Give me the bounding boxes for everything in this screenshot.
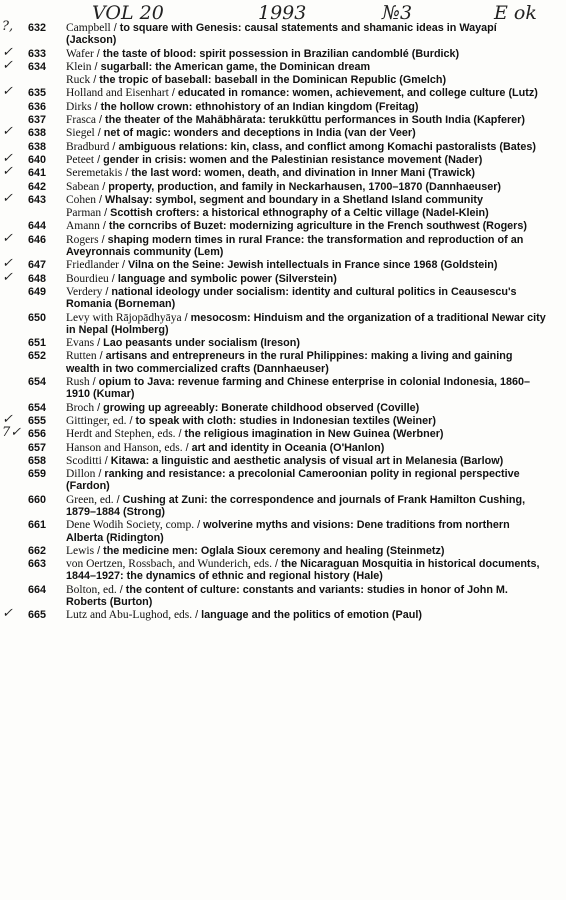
entry-title: ranking and resistance: a precolonial Cameroonian polity in regional perspective (Fardon) <box>66 468 520 493</box>
entry-number: 654 <box>27 401 46 414</box>
entry-number: 652 <box>27 350 46 363</box>
entry-author: Bradburd <box>66 140 110 153</box>
entry-text <box>66 558 548 583</box>
entry-author: Cohen <box>66 193 97 206</box>
entry-author: Broch <box>66 401 95 414</box>
list-item <box>0 545 566 557</box>
separator: / <box>94 401 104 414</box>
separator: / <box>182 441 192 454</box>
list-item <box>0 190 566 206</box>
separator: / <box>96 193 106 206</box>
entry-title: national ideology under socialism: identity and cultural politics in Ceausescu's Romania (Borneman) <box>66 285 517 311</box>
list-item <box>0 164 566 180</box>
handwritten-check-mark: ✓ <box>2 84 13 100</box>
separator: / <box>126 414 136 427</box>
entry-author: Lutz and Abu-Lughod, eds. <box>66 609 193 622</box>
entry-author: Levy with Rājopādhyāya <box>66 311 182 324</box>
handwritten-check-mark: ✓ <box>2 190 13 206</box>
entry-author: Ruck <box>66 74 91 87</box>
list-item <box>0 181 566 193</box>
list-item <box>0 124 566 140</box>
handwritten-ok-note: E ok <box>494 2 537 24</box>
entry-text <box>66 545 548 557</box>
list-item <box>0 312 566 337</box>
entry-number: 650 <box>27 311 46 324</box>
entry-text <box>66 127 548 139</box>
entry-text <box>66 312 548 337</box>
entry-text <box>66 337 548 349</box>
entry-number: 651 <box>27 337 46 350</box>
entry-title: educated in romance: women, achievement, and college culture (Lutz) <box>177 87 538 100</box>
list-item <box>0 269 566 285</box>
list-item <box>0 337 566 349</box>
entry-author: Amann <box>66 220 100 233</box>
entry-title: the tropic of baseball: baseball in the Dominican Republic (Gmelch) <box>99 74 447 87</box>
entry-text <box>66 273 548 285</box>
entry-title: Cushing at Zuni: the correspondence and journals of Frank Hamilton Cushing, 1879–1884 (Strong) <box>66 493 526 518</box>
entry-text <box>66 428 548 440</box>
separator: / <box>94 153 104 166</box>
entry-number: 638 <box>27 127 46 140</box>
entry-author: Herdt and Stephen, eds. <box>66 428 176 441</box>
entry-title: the Nicaraguan Mosquitia in historical documents, 1844–1927: the dynamics of ethnic and regional history (Hale) <box>66 558 540 583</box>
handwritten-check-mark: ✓ <box>2 269 13 285</box>
entry-text <box>66 402 548 414</box>
entry-author: Siegel <box>66 127 95 140</box>
list-item <box>0 286 566 311</box>
entry-number: 659 <box>27 468 46 481</box>
entry-author: Bourdieu <box>66 272 109 285</box>
separator: / <box>271 558 281 571</box>
list-item <box>0 442 566 454</box>
separator: / <box>98 233 108 246</box>
separator: / <box>90 74 100 87</box>
entry-author: Holland and Eisenhart <box>66 87 169 100</box>
separator: / <box>101 454 111 467</box>
entry-author: Dillon <box>66 468 96 481</box>
separator: / <box>116 583 126 596</box>
entry-author: Verdery <box>66 285 103 298</box>
entry-text <box>66 220 548 232</box>
entry-author: Rogers <box>66 233 99 246</box>
separator: / <box>119 259 129 272</box>
separator: / <box>91 60 101 73</box>
list-item <box>0 19 566 47</box>
list-item <box>0 150 566 166</box>
entry-number: 660 <box>27 493 46 506</box>
entry-author: Evans <box>66 337 95 350</box>
entry-title: shaping modern times in rural France: the transformation and reproduction of an Aveyronnais community (Lem) <box>66 233 524 259</box>
entry-text <box>66 415 548 427</box>
entry-text <box>66 609 548 621</box>
separator: / <box>181 311 191 324</box>
entry-author: Green, ed. <box>66 493 114 506</box>
entry-number: 633 <box>27 47 46 60</box>
separator: / <box>110 22 120 34</box>
entry-author: Sabean <box>66 180 100 193</box>
entry-number: 658 <box>27 454 46 467</box>
separator: / <box>122 167 132 180</box>
entry-author: Frasca <box>66 114 97 127</box>
entry-title: property, production, and family in Neckarhausen, 1700–1870 (Dannhaeuser) <box>108 180 502 193</box>
entry-text <box>66 61 548 73</box>
entry-number: 641 <box>27 167 46 180</box>
handwritten-check-mark: ✓ <box>2 57 13 73</box>
entry-text <box>66 141 548 153</box>
entry-text <box>66 519 548 544</box>
list-item <box>0 141 566 153</box>
entry-number: 647 <box>27 259 46 272</box>
entry-number: 642 <box>27 180 46 193</box>
entry-text <box>66 114 548 126</box>
list-item <box>0 376 566 401</box>
entry-number: 638 <box>27 140 46 153</box>
entry-title: to square with Genesis: causal statements and shamanic ideas in Wayapí (Jackson) <box>66 22 497 47</box>
book-review-list <box>0 19 566 623</box>
separator: / <box>192 609 202 622</box>
entry-author: Klein <box>66 60 92 73</box>
entry-text <box>66 468 548 493</box>
list-item <box>0 494 566 519</box>
separator: / <box>94 127 104 140</box>
entry-number: 664 <box>27 583 46 596</box>
entry-number: 648 <box>27 272 46 285</box>
separator: / <box>94 544 104 557</box>
list-item <box>0 114 566 126</box>
entry-text <box>66 48 548 60</box>
entry-title: to speak with cloth: studies in Indonesian textiles (Weiner) <box>135 414 436 427</box>
list-item <box>0 207 566 219</box>
entry-title: Scottish crofters: a historical ethnography of a Celtic village (Nadel-Klein) <box>110 207 489 220</box>
list-item <box>0 411 566 427</box>
list-item <box>0 584 566 609</box>
entry-author: Rush <box>66 376 90 389</box>
entry-text <box>66 22 548 47</box>
list-item <box>0 519 566 544</box>
entry-title: Kitawa: a linguistic and aesthetic analysis of visual art in Melanesia (Barlow) <box>110 454 504 467</box>
entry-text <box>66 101 548 113</box>
separator: / <box>94 337 104 350</box>
entry-author: Friedlander <box>66 259 120 272</box>
entry-author: Lewis <box>66 544 95 557</box>
entry-text <box>66 350 548 375</box>
list-item <box>0 44 566 60</box>
entry-author: Dirks <box>66 100 92 113</box>
entry-number: 640 <box>27 153 46 166</box>
handwritten-check-mark: ✓ <box>2 256 13 272</box>
entry-text <box>66 167 548 179</box>
entry-text <box>66 194 548 206</box>
entry-text <box>66 455 548 467</box>
entry-title: opium to Java: revenue farming and Chinese enterprise in colonial Indonesia, 1860–1910 (Kumar) <box>66 376 531 401</box>
handwritten-check-mark: ✓ <box>2 44 13 60</box>
entry-number: 644 <box>27 220 46 233</box>
list-item <box>0 455 566 467</box>
entry-number: 662 <box>27 544 46 557</box>
entry-author: von Oertzen, Rossbach, and Wunderich, eds. <box>66 558 272 571</box>
entry-number: 649 <box>27 285 46 298</box>
entry-number: 632 <box>27 22 46 34</box>
entry-title: the hollow crown: ethnohistory of an Indian kingdom (Freitag) <box>100 100 419 113</box>
entry-number: 655 <box>27 414 46 427</box>
entry-text <box>66 154 548 166</box>
handwritten-check-mark: ?, <box>2 19 14 34</box>
entry-title: gender in crisis: women and the Palestinian resistance movement (Nader) <box>103 153 483 166</box>
handwritten-check-mark: 7✓ <box>2 425 22 441</box>
entry-number: 646 <box>27 233 46 246</box>
list-item <box>0 84 566 100</box>
list-item <box>0 74 566 86</box>
entry-author: Parman <box>66 207 102 220</box>
separator: / <box>89 376 99 389</box>
entry-title: language and the politics of emotion (Paul) <box>201 609 422 622</box>
entry-text <box>66 87 548 99</box>
list-item <box>0 425 566 441</box>
entry-title: the medicine men: Oglala Sioux ceremony and healing (Steinmetz) <box>103 544 445 557</box>
list-item <box>0 230 566 259</box>
entry-text <box>66 181 548 193</box>
separator: / <box>108 272 118 285</box>
handwritten-issue: №3 <box>382 2 413 24</box>
separator: / <box>96 350 106 363</box>
separator: / <box>102 285 112 298</box>
entry-title: the last word: women, death, and divination in Inner Mani (Trawick) <box>131 167 475 180</box>
entry-author: Bolton, ed. <box>66 583 117 596</box>
separator: / <box>194 519 204 532</box>
entry-title: sugarball: the American game, the Dominican dream <box>100 60 371 73</box>
separator: / <box>101 207 111 220</box>
separator: / <box>109 140 119 153</box>
list-item <box>0 57 566 73</box>
entry-number: 634 <box>27 60 46 73</box>
list-item <box>0 101 566 113</box>
entry-title: Whalsay: symbol, segment and boundary in a Shetland Island community <box>105 193 483 206</box>
separator: / <box>91 100 101 113</box>
entry-number: 661 <box>27 519 46 532</box>
separator: / <box>96 114 106 127</box>
entry-text <box>66 234 548 259</box>
entry-title: artisans and entrepreneurs in the rural Philippines: making a living and gaining wealth in two commercialized crafts (Dannhaeuser) <box>66 350 513 375</box>
entry-title: Lao peasants under socialism (Ireson) <box>103 337 300 350</box>
separator: / <box>93 47 103 60</box>
entry-text <box>66 286 548 311</box>
entry-title: growing up agreeably: Bonerate childhood observed (Coville) <box>103 401 420 414</box>
entry-author: Scoditti <box>66 454 102 467</box>
handwritten-check-mark: ✓ <box>2 606 13 622</box>
separator: / <box>99 180 109 193</box>
entry-title: art and identity in Oceania (O'Hanlon) <box>191 441 385 454</box>
entry-number: 637 <box>27 114 46 127</box>
entry-title: the religious imagination in New Guinea (Werbner) <box>184 428 444 441</box>
entry-number: 643 <box>27 193 46 206</box>
entry-author: Campbell <box>66 22 111 34</box>
entry-number: 657 <box>27 441 46 454</box>
list-item <box>0 468 566 493</box>
list-item <box>0 220 566 232</box>
entry-title: Vilna on the Seine: Jewish intellectuals in France since 1968 (Goldstein) <box>128 259 498 272</box>
entry-number: 635 <box>27 87 46 100</box>
entry-title: the content of culture: constants and variants: studies in honor of John M. Roberts (Burton) <box>66 583 508 609</box>
entry-text <box>66 207 548 219</box>
handwritten-volume: VOL 20 <box>92 2 164 24</box>
entry-number: 665 <box>27 609 46 622</box>
handwritten-check-mark: ✓ <box>2 124 13 140</box>
handwritten-year: 1993 <box>258 2 307 24</box>
entry-text <box>66 442 548 454</box>
entry-title: net of magic: wonders and deceptions in India (van der Veer) <box>103 127 416 140</box>
entry-text <box>66 584 548 609</box>
entry-author: Gittinger, ed. <box>66 414 127 427</box>
separator: / <box>168 87 178 100</box>
entry-number: 636 <box>27 100 46 113</box>
entry-text <box>66 74 548 86</box>
separator: / <box>113 493 123 506</box>
entry-title: the corncribs of Buzet: modernizing agriculture in the French southwest (Rogers) <box>108 220 527 233</box>
entry-text <box>66 376 548 401</box>
entry-author: Hanson and Hanson, eds. <box>66 441 183 454</box>
entry-author: Seremetakis <box>66 167 123 180</box>
handwritten-check-mark: ✓ <box>2 230 13 246</box>
entry-title: wolverine myths and visions: Dene traditions from northern Alberta (Ridington) <box>66 519 510 544</box>
entry-author: Rutten <box>66 350 97 363</box>
handwritten-check-mark: ✓ <box>2 150 13 166</box>
entry-author: Wafer <box>66 47 94 60</box>
separator: / <box>95 468 105 481</box>
list-item <box>0 606 566 622</box>
entry-text <box>66 259 548 271</box>
entry-title: the taste of blood: spirit possession in Brazilian candomblé (Burdick) <box>102 47 460 60</box>
entry-number: 654 <box>27 376 46 389</box>
entry-title: ambiguous relations: kin, class, and conflict among Komachi pastoralists (Bates) <box>118 140 537 153</box>
entry-author: Dene Wodih Society, comp. <box>66 519 195 532</box>
list-item <box>0 350 566 375</box>
separator: / <box>175 428 185 441</box>
entry-title: the theater of the Mahābhārata: terukkūttu performances in South India (Kapferer) <box>105 114 525 127</box>
handwritten-check-mark: ✓ <box>2 164 13 180</box>
entry-author: Peteet <box>66 153 95 166</box>
entry-number: 656 <box>27 428 46 441</box>
list-item <box>0 558 566 583</box>
list-item <box>0 402 566 414</box>
entry-number: 663 <box>27 558 46 571</box>
handwritten-check-mark: ✓ <box>2 411 13 427</box>
entry-text <box>66 494 548 519</box>
entry-title: mesocosm: Hinduism and the organization of a traditional Newar city in Nepal (Holmberg) <box>66 311 546 336</box>
list-item <box>0 256 566 272</box>
separator: / <box>99 220 109 233</box>
entry-title: language and symbolic power (Silverstein) <box>117 272 337 285</box>
